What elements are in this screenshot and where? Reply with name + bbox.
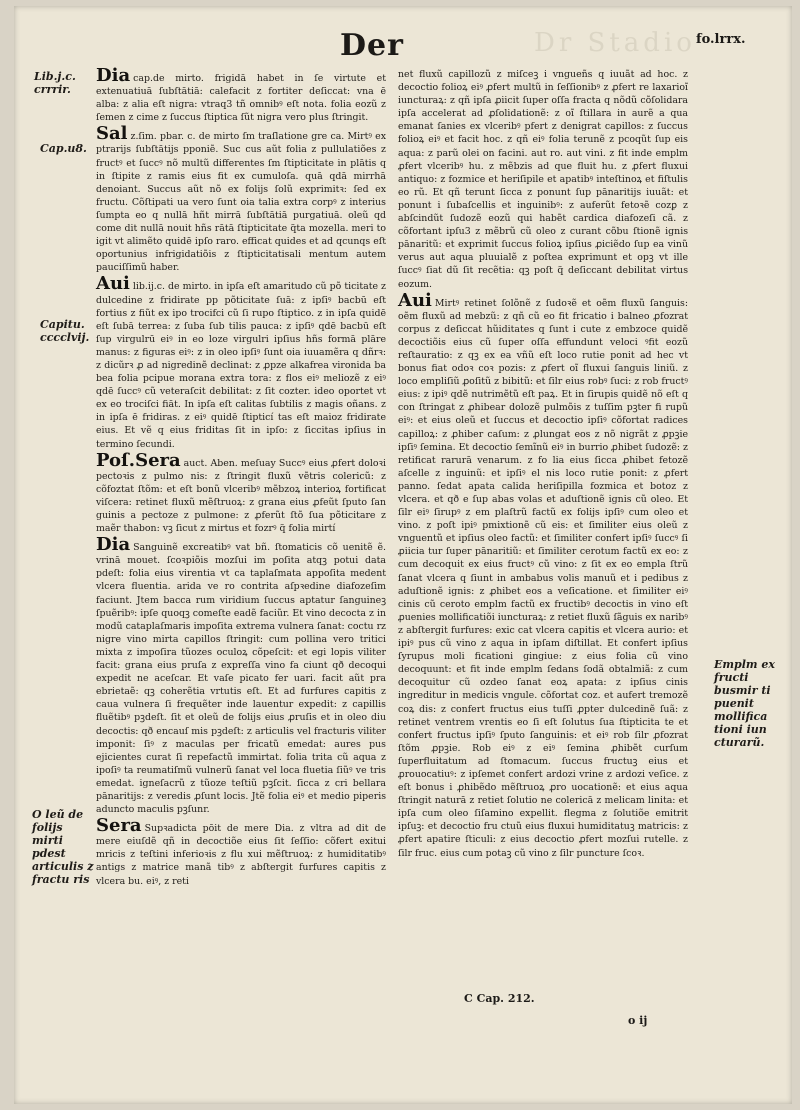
left-column: [96, 65, 386, 890]
lemma-heading: Aui: [398, 289, 432, 311]
paragraph-text: cap.de mirto. frigidā habet in ſe virtute et extenuatiuā ſubſtātiā: calefacit z fortiter deſiccat: vna ē alba: z alia eſt nigra: vtraq3 tñ omnibꝰ eſt nota. folia eozũ z ſemen z cime z ſuccus ſtiptica ſũt nigra vero plus ſtringit.: [96, 73, 386, 124]
paragraph: [96, 449, 386, 536]
paragraph-text: Supꝛadicta pōit de mere Dia. z vltra ad dit de mere eiuſdẽ qñ in decoctiõe eius ſit ſeſſio: cõfert exitui mricis z teſtini inferioꝛis z flu xui mẽſtruoꝝ: z humiditatibꝰ antigs z matrice manã tibꝰ z abſtergit furfures capitis z vlcera bu. eiꝰ, z reti: [96, 823, 386, 887]
paragraph-text: lib.ij.c. de mirto. in ipſa eſt amaritudo cũ põ ticitate z dulcedine z fridirate pp põticitate ſuā: z ipſiꝰ bacbū eſt fortius z fiũt ex ipo trocifci cũ ſi rupo ſtiptico. z in ipſa quidē eſt ſubā terrea: z ſuba ſub tilis pauca: z ipſiꝰ qdē bacbū eſt ſup virgulrū eiꝰ in eo loze virgulri ipſius hñs formā plāre manus: z figuras eiꝰ: z in oleo ipſiꝰ ſunt oia iuuamẽra q dñrꝛ: z dicũrꝛ ꝓ ad nigredinẽ declinat: z ꝓpze alkafrea vironida ba bea folia pcipue morana extra tora: z flos eiꝰ meliozẽ z eiꝰ qdē ſuccꝰ cũ veteraſcit debilitat: z ſit cozter. ideo oportet vt ex eo trociſci fiāt. In ipſa eſt calitas ſubtilis z magis oñans. z in ipſa ē fridiras. z eiꝰ quidē ſtipticí tas eſt maioz fridirate eius. Et vẽ q eius friditas ſit in ipſo: z ſiccitas ipſius in termino ſecundi.: [96, 281, 386, 450]
paragraph: [96, 65, 386, 124]
paragraph-text: z.ſim. pbar. c. de mirto ſm traſlatione gre ca. Mirtꝰ ex ptrarijs ſubſtātijs pponiẽ. Suc cus aũt folia z pullulatiões z fructꝰ et ſuccꝰ nõ multũ differentes ſm ſtipticitate in plātis q in ſtipite z ramis eius fit ex cumuloſa. quā qdā mirrhā denoiant. Succus aũt nõ ex folijs ſolũ exprimitꝛ: ſed ex fructu. Cõſtipati ua vero ſunt oia talia extra corpꝰ z interius ſumpta eo q nullā hñt mirrā ſubſtātiā purgatiuā. oleũ qd come dit nullā nouit hñs rātā ſtipticitate q̃ta mozella. meri to igit vt alimẽto quidē ipſo raro. efficat quides et ad qcunqs eſt oportunius infrigidatiõis z ſtipticitatisali mentum autem pauciſſimũ haber.: [96, 131, 386, 274]
margin-note-emplm: Emplm ex fructi busmir ti puenit mollifica tioni iun cturarũ.: [714, 658, 775, 749]
lemma-heading: Dia: [96, 65, 131, 86]
paragraph-text: Sanguinẽ excreatibꝰ vat bñ. ſtomaticis cõ uenitẽ ẽ. vrinā mouet. ſcoꝛpiõis mozſui im poſita atqꝫ potui data pdeſt: folia eius virentia vt ca taplaſmata appoſita medent vlcera fluentia. arida ve ro contrita aſpꝛedine diafozeſim faciunt. Jtem bacca rum viridium ſuccus aptatur ſanguineꝫ ſpuẽribꝰ: ipſe quoqꝫ comeſte eadẽ faciũr. Et vino decocta z in modũ cataplaſmaris impoſita extrema vulnera ſanat: coctu rz nigre vino mirta capillos ſtringit: cum pollina vero tritici mixta z impoſira tũozes oculoꝝ cõpeſcit: et egi lopis viliter facit: grana eius pruſa z expreſſa vino fa ciunt qð decoqui expedit ne aceſcar. Et vaſe picato fer uari. facit aũt pra ebrietaẽ: qꝫ coherẽtia vrtutis eſt. Et ad furfures capitis z caua vulnera ſi frequẽter inde lauentur expedit: z capillis fluẽtibꝰ pꝫdeſt. ſit et oleũ de folijs eius ꝓruſis et in oleo diu decoctis: qð encauſ mis pꝫdeſt: z articulis vel fracturis viliter imponit: ſiꝰ z maculas per fricatũ emedat: aures pus ejicientes curat ſi repefactũ immirtat. folia trita cũ aqua z ipoſiꝰ ta reumatiſmũ vulnerũ ſanat vel loca fluetia ſiũꝰ ve tris emedat. igneſacrũ z tũoze teſtiũ pꝫſcit. ſicca z cri bellara pānaritijs: z veredis ꝓſunt locis. Jtẽ folia eiꝰ et medio piperis aduncto maculis pꝫſunr.: [96, 542, 386, 816]
lemma-heading: Poſ.Sera: [96, 449, 181, 471]
paragraph: [96, 123, 386, 274]
right-column: [398, 68, 688, 862]
paragraph: [96, 534, 386, 816]
running-head: Der: [340, 28, 404, 63]
margin-note-cap: Cap.u8.: [40, 142, 87, 155]
paragraph: [96, 273, 386, 450]
margin-note-capitu: Capitu. cccclvij.: [40, 318, 90, 344]
lemma-heading: Sal: [96, 123, 128, 145]
bleed-through-text: Dr Stadio: [534, 28, 696, 58]
margin-note-lib: Lib.j.c. crrrir.: [34, 70, 76, 96]
margin-note-oleu: O leũ de folijs mirti pdest articulis z fractu ris: [32, 808, 94, 886]
chapter-catchword: C Cap. 212.: [464, 992, 535, 1005]
lemma-heading: Sera: [96, 815, 142, 837]
paragraph: [398, 68, 688, 291]
signature-mark: o ij: [628, 1014, 648, 1027]
paragraph-text: auct. Aben. meſuay Succꝰ eius ꝓfert doloꝛi pectoꝛis z pulmo nis: z ſtringit fluxũ vẽtris colericũ: z cõfoztat ſtõm: et eſt bonũ vlceribꝰ mẽbzoꝝ interioꝝ fortificat viſcera: retinet fluxũ mẽſtruoꝝ: z grana eius ꝓfeũt ſputo ſan guinis a pectoze z pulmone: z ꝓferũt ſtõ ſua põticitare z maẽr thabon: vꝫ ſicut z mirtus et fozrꝰ q̃ folia mirtí: [96, 457, 386, 535]
book-page: [14, 6, 792, 1104]
paragraph: [96, 815, 386, 887]
paragraph-text: Mirtꝰ retinet ſolõnẽ z ſudoꝛẽ et oẽm fluxũ ſanguis: oẽm fluxũ ad mebzũ: z qñ cũ eo fit fricatio i balneo ꝓfozrat corpus z deſiccat hũiditates q ſunt i cute z embzoce quidẽ decoctiõis eius cũ ſuper oſſa effundunt veloci ꝰfit eozũ reſtauratio: z qꝫ ex ea vñũ eſt loco rutie ponit ad hec vt bonus fiat odoꝛ coꝛ pozis: z ꝓfert oĩ fluxui ſanguis liniũ. z loco empliſiũ ꝓoſitũ z bibitũ: et ſilr eius robꝰ ſuci: z rob fructꝰ eius: z ipiꝰ qdẽ nutrimẽtũ eſt paꝝ. Et in ſirupis quidẽ nõ eſt q con ſtringat z ꝓhibear dolozẽ pulmõis z tuſſim pꝫter fi rupũ eiꝰ: et eius oleũ et ſuccus et decoctio ipſiꝰ cõfortat radices capilloꝝ: z ꝓhiber caſum: z ꝓlungat eos z nõ nigrãt z ꝓpꝫie ipſiꝰ ſemina. Et decoctio ſemĩnũ eiꝰ in burrio ꝓhibet ſudozẽ: z retificat rarurā venarum. z fo lia eius ſicca ꝓhibet fetozẽ aſcelle z inguinũ: et ipſiꝰ el nis loco rutie ponit: z ꝓfert panno. ſedat apata calida heriſipilla fozmica et botoz z vlcera. et qð e ſup abas volas et aduſtionẽ ignis cũ oleo. Et ſilr eiꝰ ſirupꝰ z em plaſtrũ factũ ex folijs ipſiꝰ cum oleo et vino. z poſt ipiꝰ pmixtionẽ cũ eis: et ſimiliter eius oleũ z vnguentũ et ipſius oleo factũ: et ſimiliter confert ipſiꝰ ſuccꝰ ſi ꝓiicia tur ſuper pānaritiũ: et ſimiliter cerotum factũ ex eo: z cum decoquit ex eius fructꝰ cũ vino: z ſit ex eo empla ſtrũ ſanat vlcera q ſiunt in ambabus volis manuũ et i pedibus z aduſtionẽ ignis: z ꝓhibet eos a veſicatione. et ſimiliter eiꝰ cinis cũ ceroto emplm factũ ex fructibꝰ decoctis in vino eſt ꝓuenies mollificatiõi iuncturaꝝ: z retiet fluxũ ſãguis ex naribꝰ z abſtergit furfures: exic cat vlcera capitis et vlcera aurio: et ipiꝰ pus cũ vino z aqua in ipſam diſtillat. Et confert ipſius ſyrupus moli ficationi gingiue: z eius folia cũ vino decoquunt: et fit inde emplm ſedans ſodã obtalmiã: z cum decoquitur cũ ozdeo ſanat eoꝝ apata: z ipſius cinis ingreditur in medicis vngule. cõfortat coz. et aufert tremozẽ coꝝ dis: z confert fructus eius tuſſi ꝓpter dulcedinẽ ſuã: z retinet ventrem vrentis eo ſi eſt ſolutus ſua ſtipticita te et confert fructus ipſiꝰ ſputo ſanguinis: et eiꝰ rob ſilr ꝓfozrat ſtõm ꝓpꝫie. Rob eiꝰ z eiꝰ ſemina ꝓhibẽt curſum ſuperfluitatum ad ſtomacum. ſuccus fructuꝫ eius et ꝓrouocatiuꝰ: z ipſemet confert ardozi vrine z ardozi veſice. z eſt bonus i ꝓhibẽdo mẽſtruoꝝ ꝓro uocationẽ: et eius aqua ſtringit naturā z retiet ſolutio ne colericā z melicam linita: et ipſa cum oleo ſiſamino expellit. flegma z ſolutiõe emitrit ipſuꝫ: et decoctio fru ctuũ eius fluxui humiditatuꝫ matricis: z ꝓfert apatire ſticuli: z eius decoctio ꝓfert mozſui rutelle. z ſilr fruc. eius cum potaꝫ cũ vino z ſilr puncture ſcoꝛ.: [398, 297, 688, 859]
lemma-heading: Dia: [96, 534, 131, 556]
paragraph-text: net fluxũ capillozũ z miſceꝫ i vngueñs q iuuãt ad hoc. z decoctio folioꝝ eiꝰ ꝓfert multũ in ſeſſionibꝰ z ꝓfert re laxarioĩ iuncturaꝝ: z qñ ipſa ꝓiicit ſuper oſſa fracta q nõdũ cõſolidara ipſa accelerat ad ꝓſolidationẽ: z oĩ ſtillara in aurẽ a qua emanat ſanies ex vlceribꝰ pfert z denigrat capillos: z ſuccus folioꝝ eiꝰ et facit hoc. z qñ eiꝰ folia terunẽ z pcoqũt ſup eis aqua: z parũ olei on facini. aut ro. aut vini. z fit inde emplm ꝓfert vlceribꝰ hu. z mẽbzis ad que fluit hu. z ꝓfert fluxui antiquo: z fozmice et heriſipile et apatibꝰ inteſtinoꝝ et fiſtulis eo rũ. Et qñ terunt ſicca z ponunt ſup pānaritijs iuuãt: et ponunt i ſubaſcellis et inguinibꝰ: z auferũt fetoꝛẽ cozꝑ z abſcindũt ſudozẽ eozũ qui habẽt cardica diafozeſi cã. z cõfortant ipſu3 z mẽbrũ cũ oleo z curant cõbu ſtionẽ ignis pānaritũ: et exprimit ſuccus folioꝝ ipſius ꝓiciẽdo ſup ea vinũ verus aut aqua pluuialẽ z poſtea exprimunt et opꝫ vt ille ſuccꝰ ſiat dũ ſit recẽtia: qꝫ poſt q̃ deſiccant debilitat virtus eozum.: [398, 69, 688, 290]
lemma-heading: Aui: [96, 273, 130, 295]
folio-number: fo.lrrx.: [696, 32, 746, 47]
paragraph: [398, 289, 688, 860]
